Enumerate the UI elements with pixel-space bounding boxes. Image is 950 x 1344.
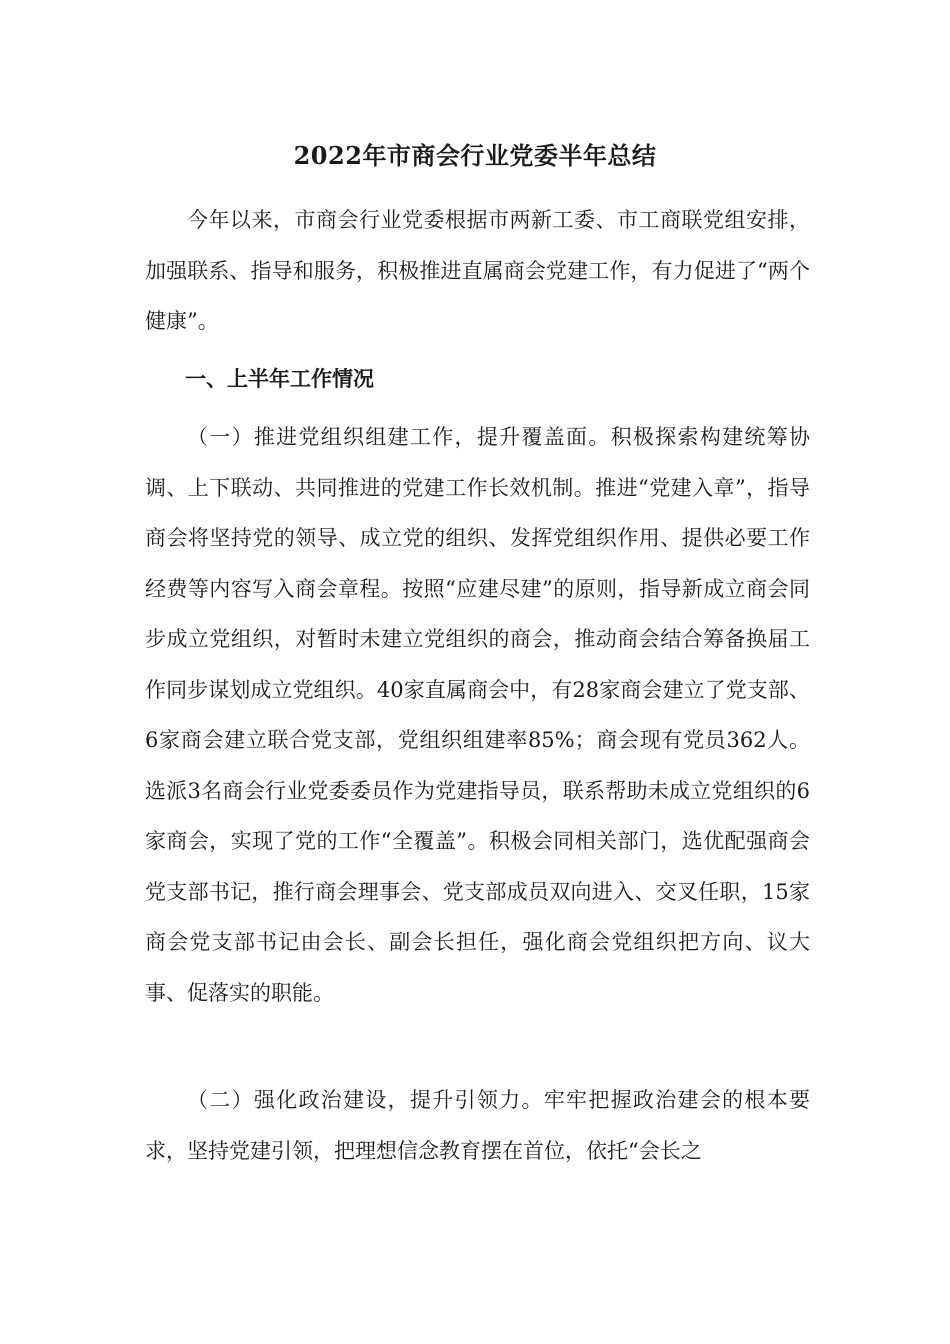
- intro-paragraph: 今年以来，市商会行业党委根据市两新工委、市工商联党组安排，加强联系、指导和服务，积极推进直属商会党建工作，有力促进了“两个健康”。: [145, 208, 810, 333]
- subsection-1-paragraph: （一）推进党组织组建工作，提升覆盖面。积极探索构建统筹协调、上下联动、共同推进的党建工作长效机制。推进“党建入章”，指导商会将坚持党的领导、成立党的组织、发挥党组织作用、提供必要工作经费等内容写入商会章程。按照“应建尽建”的原则，指导新成立商会同步成立党组织，对暂时未建立党组织的商会，推动商会结合筹备换届工作同步谋划成立党组织。40家直属商会中，有28家商会建立了党支部、6家商会建立联合党支部，党组织组建率85%；商会现有党员362人。选派3名商会行业党委委员作为党建指导员，联系帮助未成立党组织的6家商会，实现了党的工作“全覆盖”。积极会同相关部门，选优配强商会党支部书记，推行商会理事会、党支部成员双向进入、交叉任职，15家商会党支部书记由会长、副会长担任，强化商会党组织把方向、议大事、促落实的职能。: [145, 425, 810, 1005]
- subsection-2-paragraph: （二）强化政治建设，提升引领力。牢牢把握政治建会的根本要求，坚持党建引领，把理想信念教育摆在首位，依托“会长之: [145, 1088, 810, 1163]
- document-title: 2022年市商会行业党委半年总结: [293, 141, 657, 170]
- section-heading: 一、上半年工作情况: [185, 366, 374, 391]
